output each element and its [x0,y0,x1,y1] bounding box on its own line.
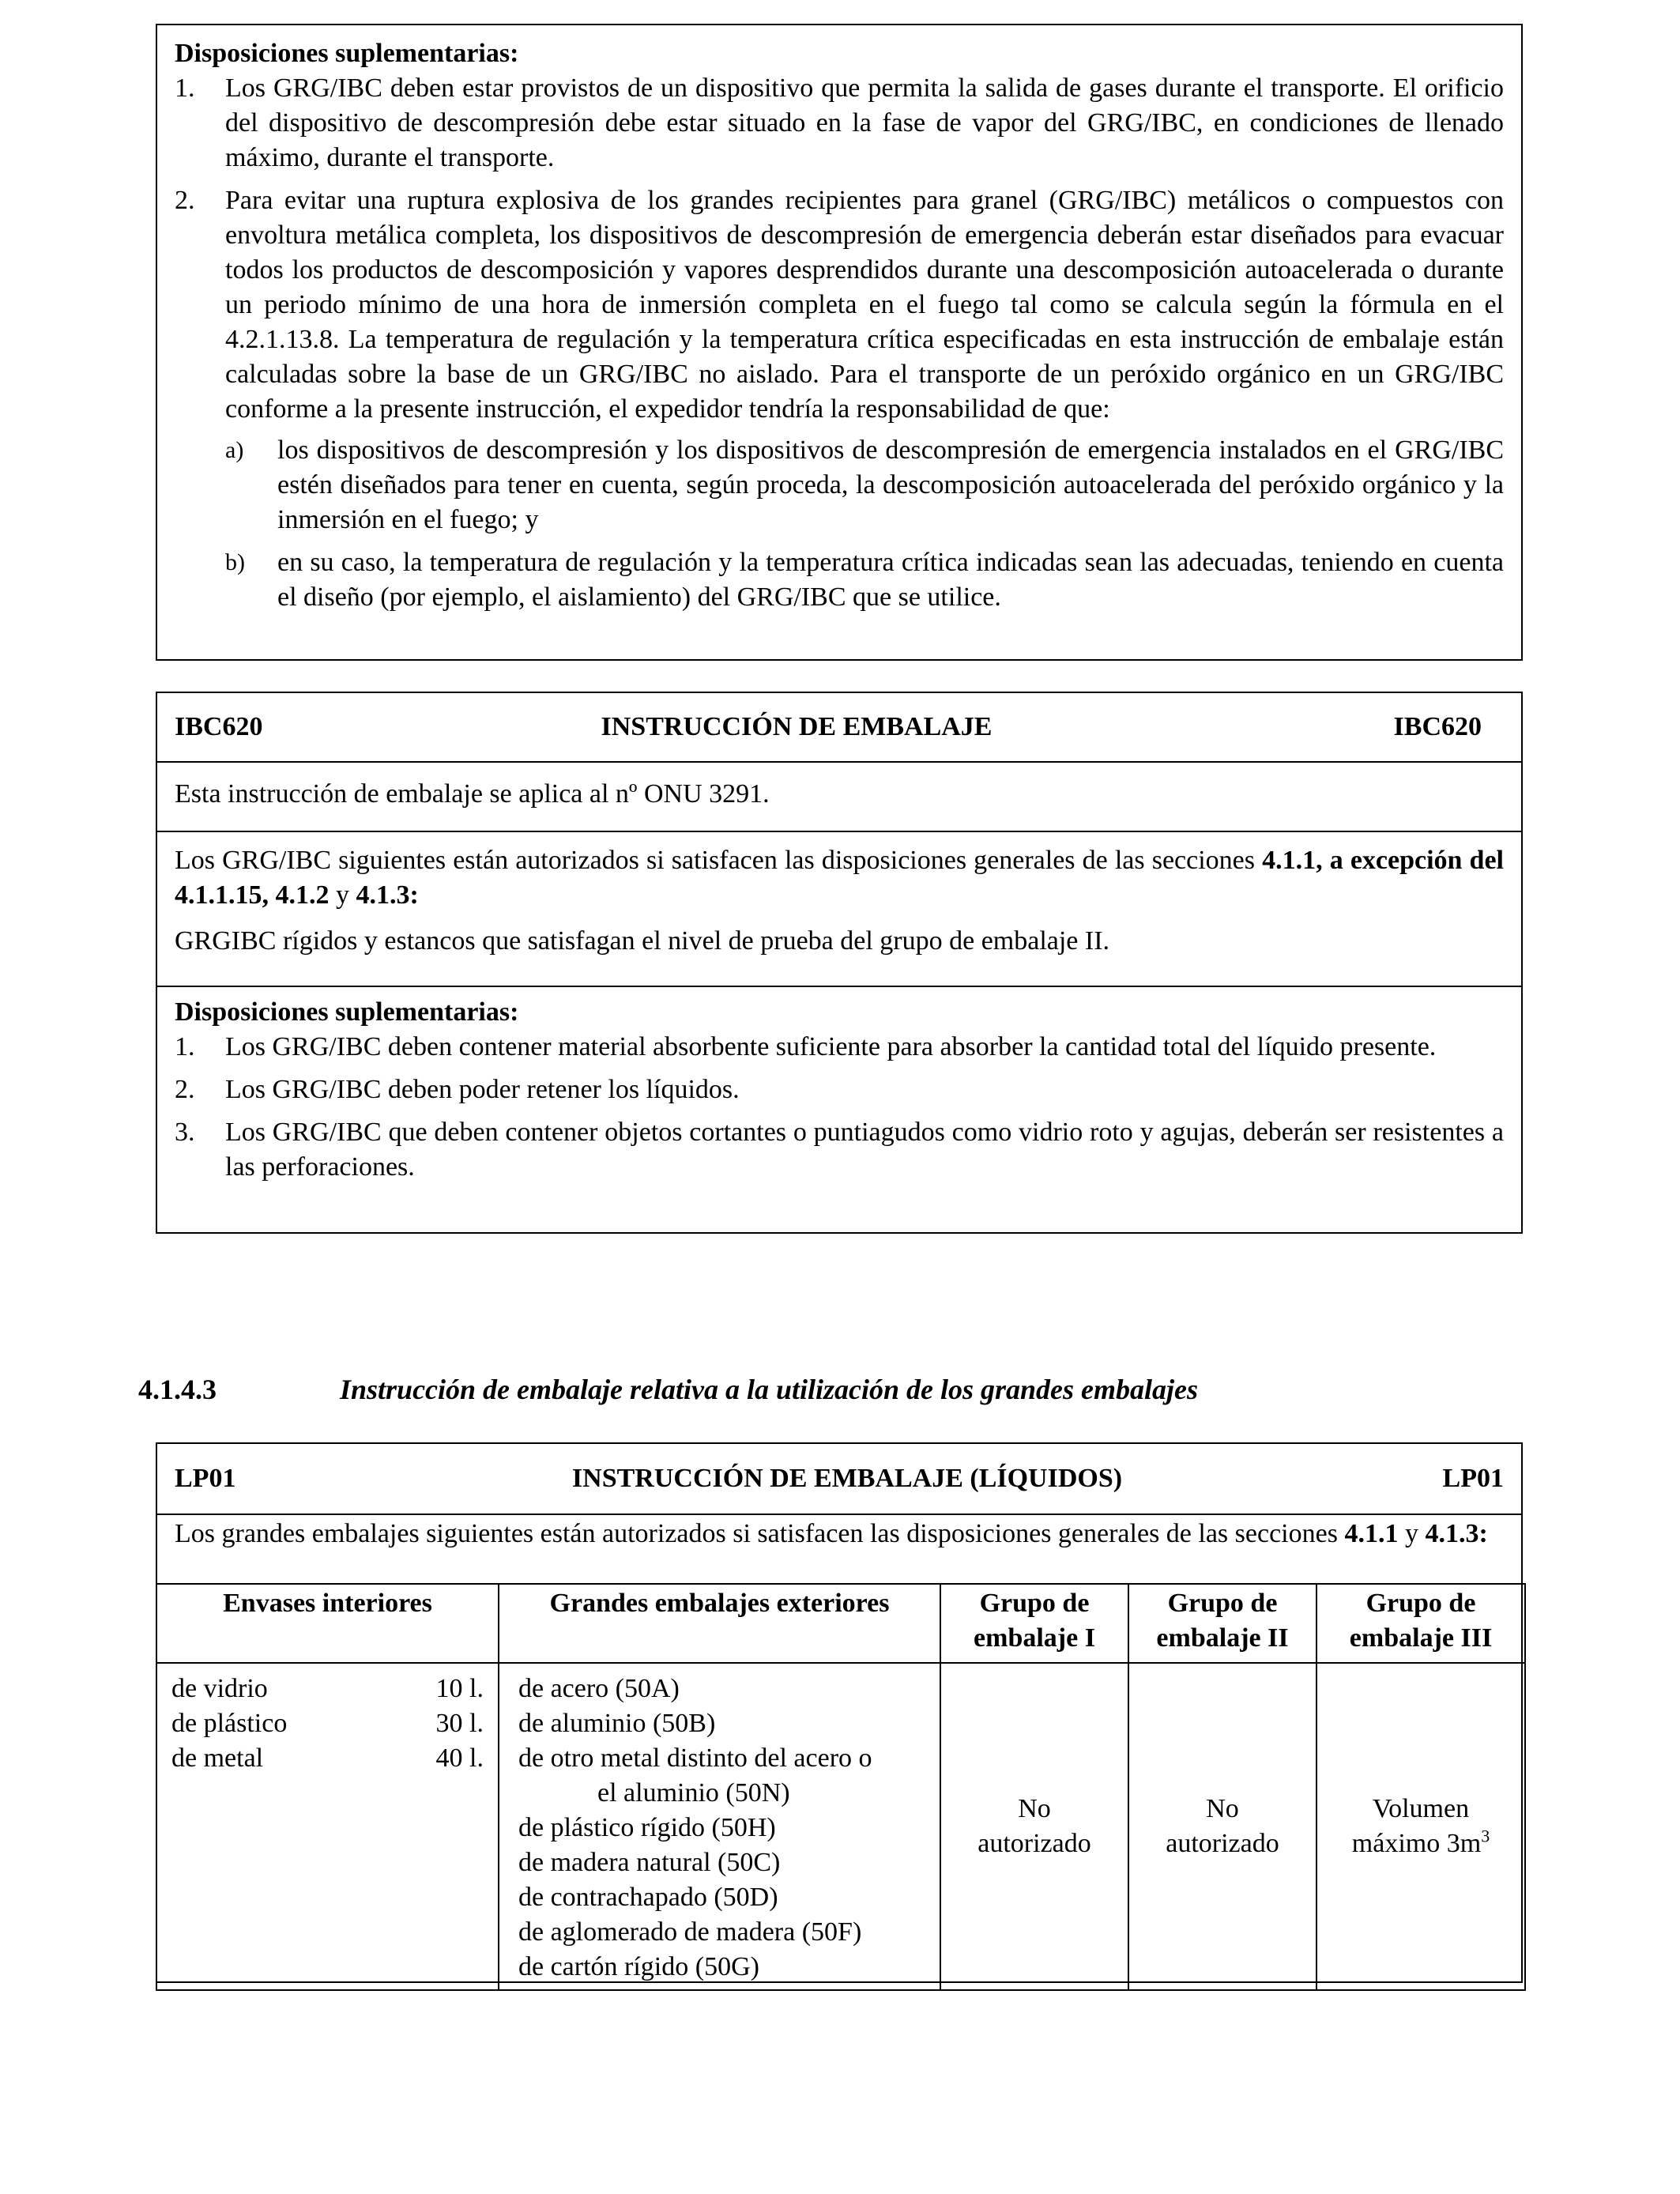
list-item: el aluminio (50N) [597,1778,790,1808]
authorized-row: Los grandes embalajes siguientes están autorizados si satisfacen las disposiciones generales de las secciones 4.1.1 y 4.1.3: [157,1514,1521,1585]
supplementary-heading: Disposiciones suplementarias: [175,39,519,68]
code-right: IBC620 [1393,712,1482,741]
ibc620-provisions [157,986,1521,1201]
lp01-header [157,1444,1521,1514]
list-item: 3. Los GRG/IBC que deben contener objetos cortantes o puntiagudos como vidrio roto y agujas, deberán ser resistentes a las perforaciones. [175,1118,1504,1182]
list-item: de contrachapado (50D) [518,1883,778,1912]
supplementary-heading: Disposiciones suplementarias: [175,997,519,1027]
table-header-row [156,1584,1525,1663]
instruction-title: INSTRUCCIÓN DE EMBALAJE (LÍQUIDOS) [571,1464,1123,1493]
list-item: 2. Para evitar una ruptura explosiva de los grandes recipientes para granel (GRG/IBC) metálicos o compuestos con envoltura metálica completa, los dispositivos de descompresión de emergencia deberán estar diseñados para evacuar todos los productos de descomposición y vapores desprendidos durante una descomposición autoacelerada o durante un periodo mínimo de una hora de inmersión completa en el fuego tal como se calcula según la fórmula en el 4.2.1.13.8. La temperatura de regulación y la temperatura crítica especificadas en esta instrucción de embalaje están calculadas sobre la base de un GRG/IBC no aislado. Para el transporte de un peróxido orgánico en un GRG/IBC conforme a la presente instrucción, el expedidor tendría la responsabilidad de que: a) los dispositivos de descompresión y los dispositivos de descompresión de emergencia instalados en el GRG/IBC estén diseñados para tener en cuenta, según proceda, la descomposición autoacelerada del peróxido orgánico y la inmersión en el fuego; y b) en su caso, la temperatura de regulación y la temperatura crítica indicadas sean las adecuadas, teniendo en cuenta el diseño (por ejemplo, el aislamiento) del GRG/IBC que se utilice. [175,183,1504,623]
list-item: de cartón rígido (50G) [518,1952,759,1981]
list-item: de madera natural (50C) [518,1848,781,1877]
list-item: de metal 40 l. [171,1744,484,1773]
section-title: Instrucción de embalaje relativa a la utilización de los grandes embalajes [340,1374,1198,1405]
code-right: LP01 [1442,1464,1504,1493]
ibc620-header [157,693,1521,761]
packaging-table [156,1583,1526,1991]
list-item: de vidrio 10 l. [171,1674,484,1703]
list-item: a) los dispositivos de descompresión y los dispositivos de descompresión de emergencia instalados en el GRG/IBC estén diseñados para tener en cuenta, según proceda, la descomposición autoacelerada del peróxido orgánico y la inmersión en el fuego; y [225,435,1504,534]
code-left: LP01 [175,1464,236,1493]
code-left: IBC620 [175,712,263,741]
outer-packagings-cell [499,1663,940,1990]
table-row [156,1663,1525,1990]
list-item: 1. Los GRG/IBC deben contener material absorbente suficiente para absorber la cantidad total del líquido presente. [175,1032,1437,1061]
list-item: de aluminio (50B) [518,1709,716,1738]
list-item: de acero (50A) [518,1674,680,1703]
packing-group-2-cell: No autorizado [1128,1663,1317,1990]
lp01-box [156,1442,1523,1983]
packing-group-3-cell: Volumen máximo $3m^3$ [1317,1663,1525,1990]
list-item: 1. Los GRG/IBC deben estar provistos de un dispositivo que permita la salida de gases durante el transporte. El orificio del dispositivo de descompresión debe estar situado en la fase de vapor del GRG/IBC, en condiciones de llenado máximo, durante el transporte. [175,74,1504,172]
sub-provisions-list [225,433,1504,615]
authorized-text: Los GRG/IBC siguientes están autorizados si satisfacen las disposiciones generales de las secciones 4.1.1, a excepción del 4.1.1.15, 4.1.2 y 4.1.3: [175,846,1504,910]
list-item: 2. Los GRG/IBC deben poder retener los líquidos. [175,1075,740,1104]
col-inner-packagings: Envases interiores [156,1584,499,1663]
col-packing-group-1: Grupo de embalaje I [940,1584,1128,1663]
section-number: 4.1.4.3 [138,1374,217,1405]
ibc620-box [156,692,1523,1234]
authorized-row [157,831,1521,986]
provisions-list [175,1030,1504,1185]
provisions-list [175,71,1504,623]
instruction-title: INSTRUCCIÓN DE EMBALAJE [601,712,993,741]
col-outer-packagings: Grandes embalajes exteriores [499,1584,940,1663]
list-item: de plástico rígido (50H) [518,1813,776,1842]
col-packing-group-2: Grupo de embalaje II [1128,1584,1317,1663]
col-packing-group-3: Grupo de embalaje III [1317,1584,1525,1663]
rigid-ibc-text: GRGIBC rígidos y estancos que satisfagan el nivel de prueba del grupo de embalaje II. [175,926,1110,956]
supplementary-provisions-box [156,24,1523,661]
packing-group-1-cell: No autorizado [940,1663,1128,1990]
list-item: b) en su caso, la temperatura de regulación y la temperatura crítica indicadas sean las adecuadas, teniendo en cuenta el diseño (por ejemplo, el aislamiento) del GRG/IBC que se utilice. [225,548,1504,612]
list-item: de plástico 30 l. [171,1709,484,1738]
section-heading [138,1372,1545,1407]
inner-packagings-cell [156,1663,499,1990]
list-item: de otro metal distinto del acero o [518,1744,872,1773]
list-item: de aglomerado de madera (50F) [518,1917,862,1947]
applies-row: Esta instrucción de embalaje se aplica al nº ONU 3291. [157,761,1521,831]
